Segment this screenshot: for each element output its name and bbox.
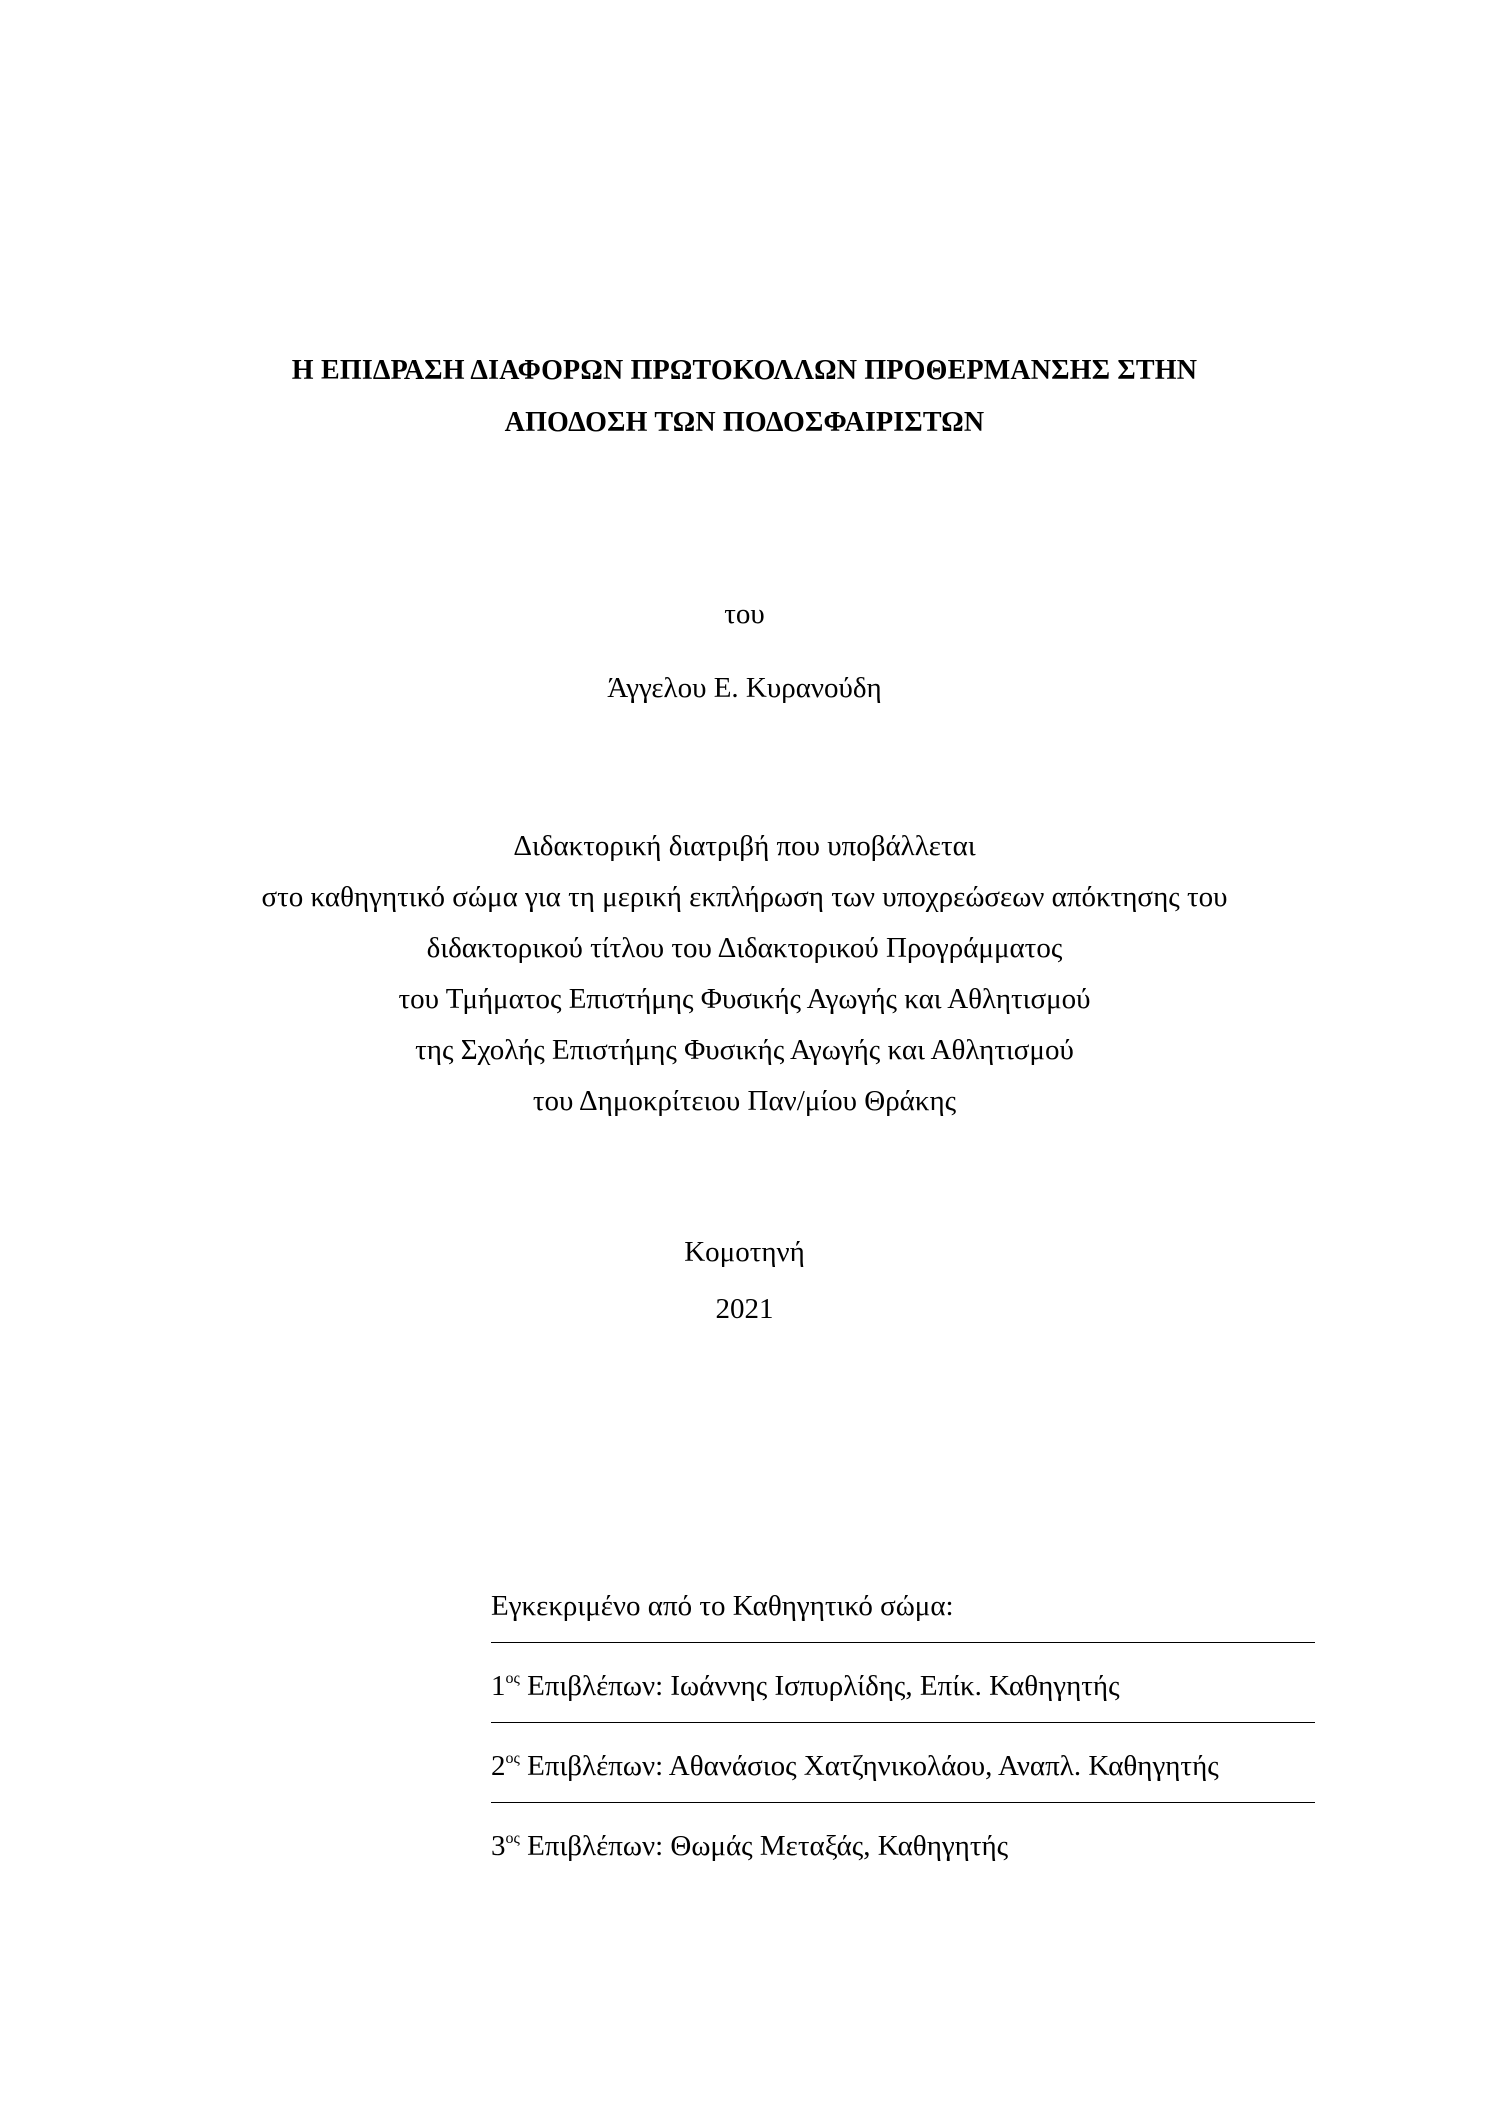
supervisor-2-text: Επιβλέπων: Αθανάσιος Χατζηνικολάου, Αναπλ. Καθηγητής bbox=[519, 1750, 1219, 1782]
author-name: Άγγελου Ε. Κυρανούδη bbox=[607, 672, 882, 704]
supervisor-3 bbox=[491, 1830, 1008, 1863]
supervisor-1 bbox=[491, 1670, 1120, 1703]
signature-rule-1 bbox=[491, 1642, 1315, 1643]
description-line-1: Διδακτορική διατριβή που υποβάλλεται bbox=[513, 830, 976, 862]
supervisor-2 bbox=[491, 1750, 1219, 1783]
year: 2021 bbox=[715, 1293, 774, 1325]
supervisor-1-ordinal: 1 bbox=[491, 1670, 506, 1702]
description-line-4: του Τμήματος Επιστήμης Φυσικής Αγωγής και Αθλητισμού bbox=[398, 983, 1091, 1015]
signature-rule-3 bbox=[491, 1802, 1315, 1803]
supervisor-1-text: Επιβλέπων: Ιωάννης Ισπυρλίδης, Επίκ. Καθηγητής bbox=[519, 1670, 1120, 1702]
description-line-3: διδακτορικού τίτλου του Διδακτορικού Προγράμματος bbox=[426, 932, 1063, 964]
description-line-6: του Δημοκρίτειου Παν/μίου Θράκης bbox=[532, 1085, 957, 1117]
approval-heading: Εγκεκριμένο από το Καθηγητικό σώμα: bbox=[491, 1590, 954, 1622]
supervisor-1-ordinal-suffix: ος bbox=[505, 1670, 520, 1687]
supervisor-3-ordinal-suffix: ος bbox=[505, 1830, 520, 1847]
place: Κομοτηνή bbox=[684, 1236, 805, 1268]
thesis-title-line-2: ΑΠΟΔΟΣΗ ΤΩΝ ΠΟΔΟΣΦΑΙΡΙΣΤΩΝ bbox=[504, 407, 985, 438]
supervisor-2-ordinal: 2 bbox=[491, 1750, 506, 1782]
description-line-5: της Σχολής Επιστήμης Φυσικής Αγωγής και Αθλητισμού bbox=[415, 1034, 1074, 1066]
signature-rule-2 bbox=[491, 1722, 1315, 1723]
supervisor-3-text: Επιβλέπων: Θωμάς Μεταξάς, Καθηγητής bbox=[519, 1830, 1009, 1862]
description-line-2: στο καθηγητικό σώμα για τη μερική εκπλήρωση των υποχρεώσεων απόκτησης του bbox=[261, 881, 1228, 913]
supervisor-3-ordinal: 3 bbox=[491, 1830, 506, 1862]
thesis-title-line-1: Η ΕΠΙΔΡΑΣΗ ΔΙΑΦΟΡΩΝ ΠΡΩΤΟΚΟΛΛΩΝ ΠΡΟΘΕΡΜΑΝΣΗΣ ΣΤΗΝ bbox=[291, 355, 1198, 386]
supervisor-2-ordinal-suffix: ος bbox=[505, 1750, 520, 1767]
author-by: του bbox=[724, 598, 765, 630]
